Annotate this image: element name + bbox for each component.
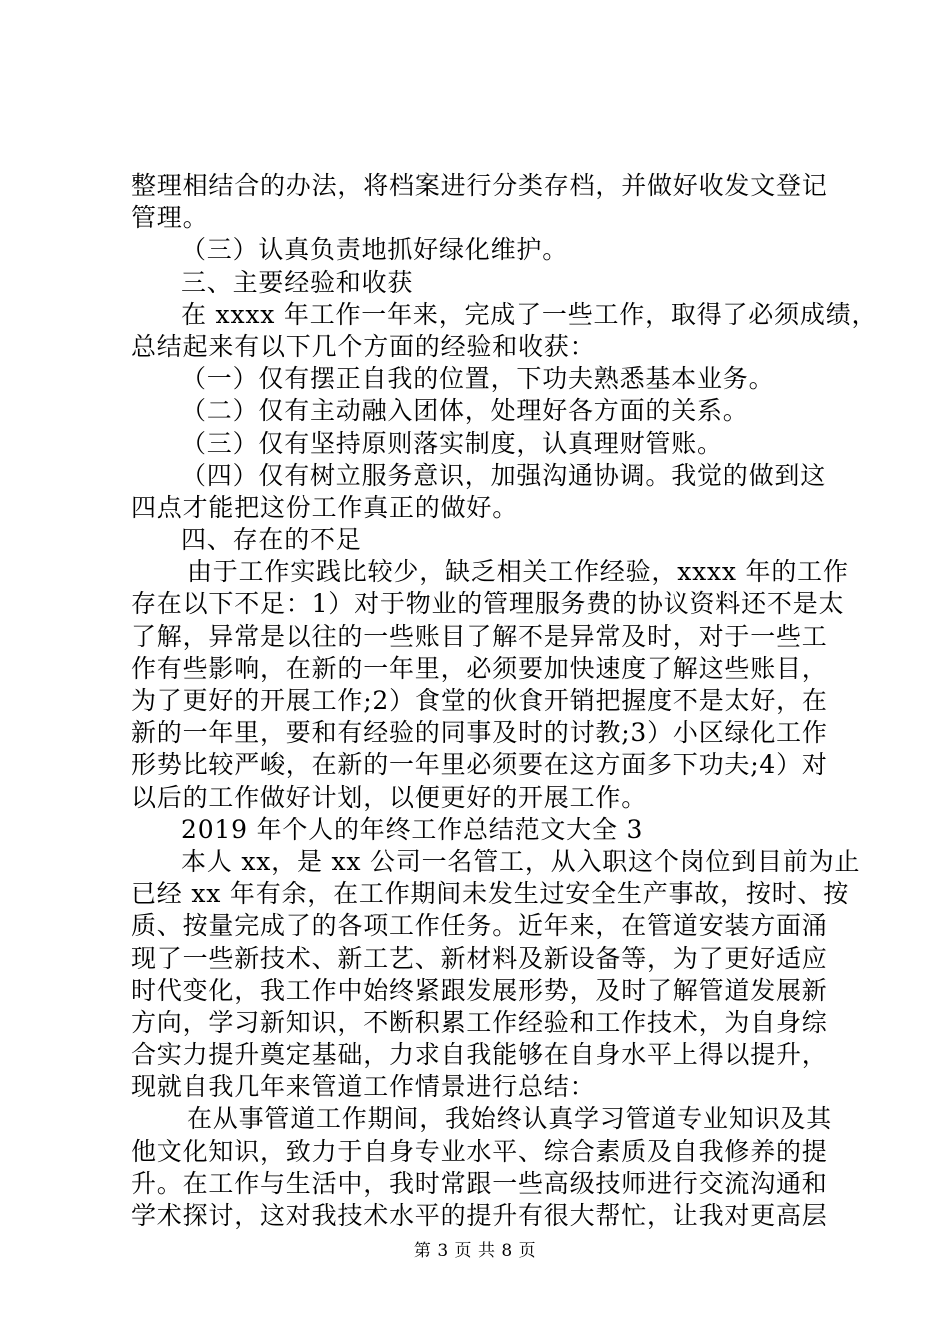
document-body bbox=[131, 170, 878, 1232]
text-line: 在从事管道工作期间，我始终认真学习管道专业知识及其 bbox=[187, 1104, 833, 1134]
text-line: 已经 xx 年有余，在工作期间未发生过安全生产事故，按时、按 bbox=[131, 879, 850, 909]
text-line: （二）仅有主动融入团体，处理好各方面的关系。 bbox=[181, 396, 749, 426]
text-line: 以后的工作做好计划，以便更好的开展工作。 bbox=[131, 782, 648, 812]
text-line: （三）仅有坚持原则落实制度，认真理财管账。 bbox=[181, 428, 723, 458]
text-line: 现了一些新技术、新工艺、新材料及新设备等，为了更好适应 bbox=[131, 943, 828, 973]
text-line: 学术探讨，这对我技术水平的提升有很大帮忙，让我对更高层 bbox=[131, 1201, 828, 1230]
text-line: 新的一年里，要和有经验的同事及时的讨教;3）小区绿化工作 bbox=[131, 718, 828, 748]
text-line: 形势比较严峻，在新的一年里必须要在这方面多下功夫;4）对 bbox=[131, 750, 828, 780]
text-line: 整理相结合的办法，将档案进行分类存档，并做好收发文登记 bbox=[131, 171, 828, 200]
text-line: 本人 xx，是 xx 公司一名管工，从入职这个岗位到目前为止 bbox=[181, 846, 861, 876]
text-line: 总结起来有以下几个方面的经验和收获： bbox=[131, 331, 596, 361]
text-line: 合实力提升奠定基础，力求自我能够在自身水平上得以提升， bbox=[131, 1040, 828, 1070]
text-line: 了解，异常是以往的一些账目了解不是异常及时，对于一些工 bbox=[131, 621, 828, 651]
text-line: 他文化知识，致力于自身专业水平、综合素质及自我修养的提 bbox=[131, 1136, 828, 1166]
text-line: 作有些影响，在新的一年里，必须要加快速度了解这些账目， bbox=[131, 653, 828, 683]
page-number-footer: 第 3 页 共 8 页 bbox=[413, 1241, 537, 1261]
section-heading: 四、存在的不足 bbox=[181, 525, 362, 555]
text-line: 在 xxxx 年工作一年来，完成了一些工作，取得了必须成绩， bbox=[181, 299, 878, 329]
text-line: （一）仅有摆正自我的位置，下功夫熟悉基本业务。 bbox=[181, 364, 775, 394]
text-line: 方向，学习新知识，不断积累工作经验和工作技术，为自身综 bbox=[131, 1007, 828, 1037]
text-line: 时代变化，我工作中始终紧跟发展形势，及时了解管道发展新 bbox=[131, 975, 828, 1005]
text-line: 升。在工作与生活中，我时常跟一些高级技师进行交流沟通和 bbox=[131, 1168, 828, 1198]
article-title: 2019 年个人的年终工作总结范文大全 3 bbox=[181, 814, 644, 844]
text-line: 现就自我几年来管道工作情景进行总结： bbox=[131, 1072, 596, 1102]
text-line: 管理。 bbox=[131, 203, 209, 233]
text-line: 由于工作实践比较少，缺乏相关工作经验，xxxx 年的工作 bbox=[187, 557, 849, 587]
text-line: （三）认真负责地抓好绿化维护。 bbox=[181, 235, 569, 265]
text-line: 质、按量完成了的各项工作任务。近年来，在管道安装方面涌 bbox=[131, 911, 828, 941]
text-line: 四点才能把这份工作真正的做好。 bbox=[131, 492, 519, 522]
text-line: （四）仅有树立服务意识，加强沟通协调。我觉的做到这 bbox=[181, 460, 827, 490]
section-heading: 三、主要经验和收获 bbox=[181, 267, 414, 297]
text-line: 为了更好的开展工作;2）食堂的伙食开销把握度不是太好，在 bbox=[131, 686, 828, 715]
text-line: 存在以下不足：1）对于物业的管理服务费的协议资料还不是太 bbox=[131, 589, 845, 619]
